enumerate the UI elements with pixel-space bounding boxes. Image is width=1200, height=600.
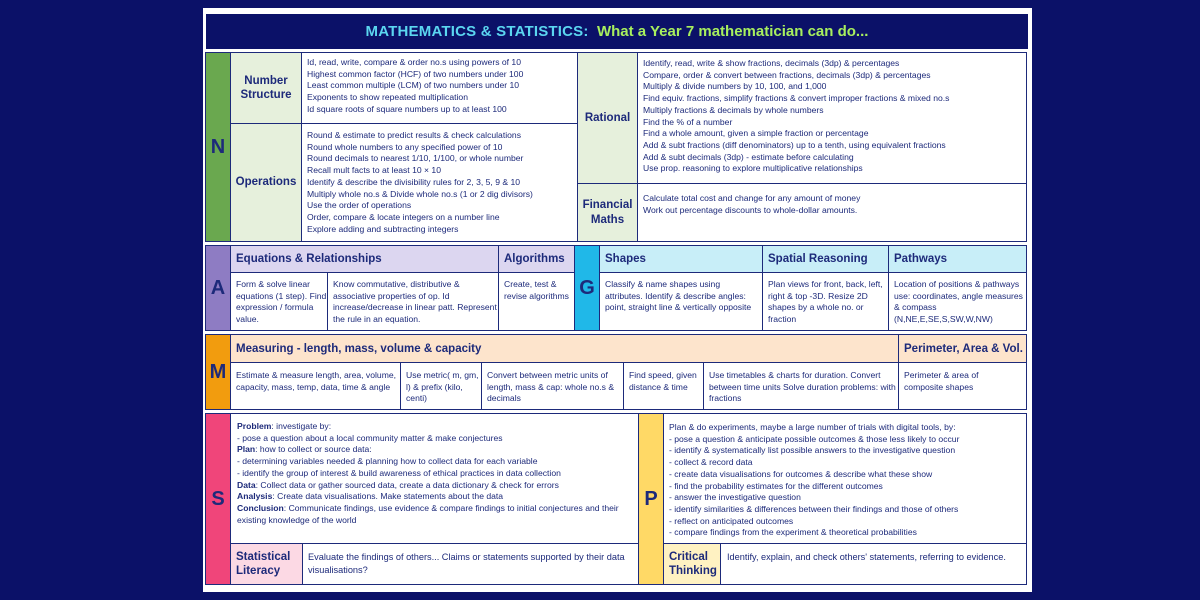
measuring-col2 (401, 367, 481, 405)
critical-thinking-text-wrap (722, 548, 1022, 564)
list-item: Explore adding and subtracting integers (307, 223, 459, 234)
spatial-text-wrap (763, 276, 887, 326)
algorithms-text: Create, test & revise algorithms (504, 279, 569, 301)
list-item: Multiply whole no.s & Divide whole no.s (1 or 2 dig divisors) (307, 188, 533, 199)
perimeter-text-wrap (899, 367, 1019, 393)
algorithms-text-wrap (499, 276, 571, 302)
pathways-text-wrap (889, 276, 1025, 326)
financial-label: Financial Maths (582, 199, 633, 226)
list-item: - collect & record data (669, 457, 753, 468)
measuring-col5-text: Use timetables & charts for duration. Convert between time units Solve duration problems: with fractions (709, 370, 896, 404)
statistics-enquiry (231, 418, 637, 526)
list-item: Add & subt fractions (diff denominators) up to a tenth, using equivalent fractions (643, 139, 946, 150)
list-item: Least common multiple (LCM) of two numbers under 10 (307, 80, 520, 91)
shapes-heading: Shapes (605, 253, 646, 265)
stat-literacy-text-wrap (303, 548, 637, 576)
statistics-letter: S (211, 487, 225, 510)
measuring-col1 (231, 367, 399, 393)
geometry-letter: G (579, 276, 595, 299)
list-item: - create data visualisations for outcomes & describe what these show (669, 468, 933, 479)
problem-label: Problem (237, 421, 272, 431)
operations-list (302, 127, 577, 235)
list-item: Use prop. reasoning to explore multiplicative relationships (643, 163, 863, 174)
critical-thinking-text: Identify, explain, and check others' statements, referring to evidence. (727, 552, 1006, 562)
number-structure-label: Number Structure (240, 74, 292, 101)
spatial-heading: Spatial Reasoning (768, 253, 868, 265)
list-item: Order, compare & locate integers on a number line (307, 211, 500, 222)
page-title (206, 14, 1028, 49)
list-item: Round & estimate to predict results & check calculations (307, 130, 521, 140)
measuring-col5 (704, 367, 896, 405)
measuring-col4 (624, 367, 702, 393)
list-item: - pose a question & anticipate possible outcomes & those less likely to occur (669, 433, 960, 444)
analysis-text: : Create data visualisations. Make statements about the data (272, 491, 504, 502)
list-item: Plan & do experiments, maybe a large number of trials with digital tools, by: (669, 422, 956, 432)
subtitle: What a Year 7 mathematician can do... (596, 23, 869, 40)
subject-title: MATHEMATICS & STATISTICS: (365, 23, 589, 40)
pathways-text: Location of positions & pathways use: coordinates, angle measures & compass (N,NE,E,SE,S,SW,W,NW) (894, 279, 1023, 325)
list-item: Multiply fractions & decimals by whole numbers (643, 104, 824, 115)
algebra-letter: A (210, 276, 226, 299)
equations-col2-text: Know commutative, distributive & associative properties of op. Id increase/decrease in linear patt. Represent the rule in an equation. (333, 279, 497, 325)
list-item: - determining variables needed & planning how to collect data for each variable (237, 456, 538, 467)
list-item: Compare, order & convert between fractions, decimals (3dp) & percentages (643, 69, 931, 80)
list-item: Id square roots of square numbers up to at least 100 (307, 103, 507, 114)
list-item: Use the order of operations (307, 200, 412, 211)
algorithms-heading: Algorithms (504, 253, 565, 265)
list-item: - find the probability estimates for the different outcomes (669, 480, 883, 491)
perimeter-text: Perimeter & area of composite shapes (904, 370, 979, 392)
list-item: - identify & systematically list possible answers to the investigative question (669, 445, 956, 456)
spatial-text: Plan views for front, back, left, right & top -3D. Resize 2D shapes by a whole no. or fraction (768, 279, 883, 325)
list-item: Recall mult facts to at least 10 × 10 (307, 165, 441, 176)
list-item: Find the % of a number (643, 116, 733, 127)
stat-literacy-text: Evaluate the findings of others... Claims or statements supported by their data visualisations? (308, 552, 625, 575)
list-item: Highest common factor (HCF) of two numbers under 100 (307, 68, 524, 79)
plan-label: Plan (237, 444, 256, 455)
data-text: : Collect data or gather sourced data, create a data dictionary & check for errors (255, 479, 559, 490)
shapes-text: Classify & name shapes using attributes. Identify & describe angles: point, straight line & vertically opposite (605, 279, 752, 313)
plan-text: : how to collect or source data: (255, 444, 372, 455)
data-label: Data (237, 479, 256, 490)
list-item: - pose a question about a local community matter & make conjectures (237, 432, 503, 443)
list-item: Find equiv. fractions, simplify fractions & convert improper fractions & mixed no.s (643, 93, 950, 104)
equations-col1 (231, 276, 327, 326)
equations-heading: Equations & Relationships (236, 253, 382, 265)
analysis-label: Analysis (237, 491, 273, 502)
list-item: Round decimals to nearest 1/10, 1/100, or whole number (307, 153, 524, 164)
shapes-text-wrap (600, 276, 760, 314)
list-item: Add & subt decimals (3dp) - estimate before calculating (643, 151, 854, 162)
probability-letter: P (644, 487, 658, 510)
measuring-heading: Measuring - length, mass, volume & capacity (236, 342, 482, 355)
measuring-col4-text: Find speed, given distance & time (629, 370, 697, 392)
equations-col1-text: Form & solve linear equations (1 step). Find expression / formula value. (236, 279, 327, 325)
list-item: Calculate total cost and change for any amount of money (643, 193, 861, 203)
list-item: Exponents to show repeated multiplication (307, 92, 468, 103)
list-item: - identify similarities & differences between their findings and those of others (669, 503, 959, 514)
operations-label: Operations (235, 176, 297, 189)
list-item: - compare findings from the experiment & theoretical probabilities (669, 527, 917, 538)
list-item: Multiply & divide numbers by 10, 100, and 1,000 (643, 81, 827, 92)
number-letter: N (210, 135, 226, 158)
measurement-letter: M (209, 360, 227, 383)
pathways-heading: Pathways (894, 253, 948, 265)
financial-list (638, 190, 1026, 216)
list-item: - answer the investigative question (669, 492, 801, 503)
measuring-col3 (482, 367, 622, 405)
problem-text: : investigate by: (271, 421, 332, 431)
list-item: - reflect on anticipated outcomes (669, 515, 794, 526)
conclusion-label: Conclusion (237, 502, 284, 513)
list-item: Identify, read, write & show fractions, decimals (3dp) & percentages (643, 58, 900, 68)
critical-thinking-label: Critical Thinking (669, 550, 717, 577)
measuring-col1-text: Estimate & measure length, area, volume, capacity, mass, temp, data, time & angle (236, 370, 397, 392)
list-item: Round whole numbers to any specified power of 10 (307, 141, 503, 152)
stat-literacy-label: Statistical Literacy (236, 550, 291, 577)
list-item: Identify & describe the divisibility rules for 2, 3, 5, 9 & 10 (307, 176, 521, 187)
rational-label: Rational (584, 111, 631, 124)
measuring-col3-text: Convert between metric units of length, mass & cap: whole no.s & decimals (487, 370, 615, 404)
perimeter-heading: Perimeter, Area & Vol. (904, 342, 1023, 355)
probability-list (664, 419, 1026, 539)
list-item: Work out percentage discounts to whole-dollar amounts. (643, 204, 858, 215)
list-item: Id, read, write, compare & order no.s using powers of 10 (307, 57, 521, 67)
measuring-col2-text: Use metric( m, gm, l) & prefix (kilo, centi) (406, 370, 479, 404)
rational-list (638, 55, 1026, 175)
conclusion-text: : Communicate findings, use evidence & compare findings to initial conjectures and their existing knowledge of the world (237, 502, 619, 525)
list-item: - identify the group of interest & build awareness of ethical practices in data collection (237, 467, 561, 478)
number-structure-list (302, 54, 577, 116)
list-item: Find a whole amount, given a simple fraction or percentage (643, 128, 869, 139)
equations-col2 (328, 276, 498, 326)
